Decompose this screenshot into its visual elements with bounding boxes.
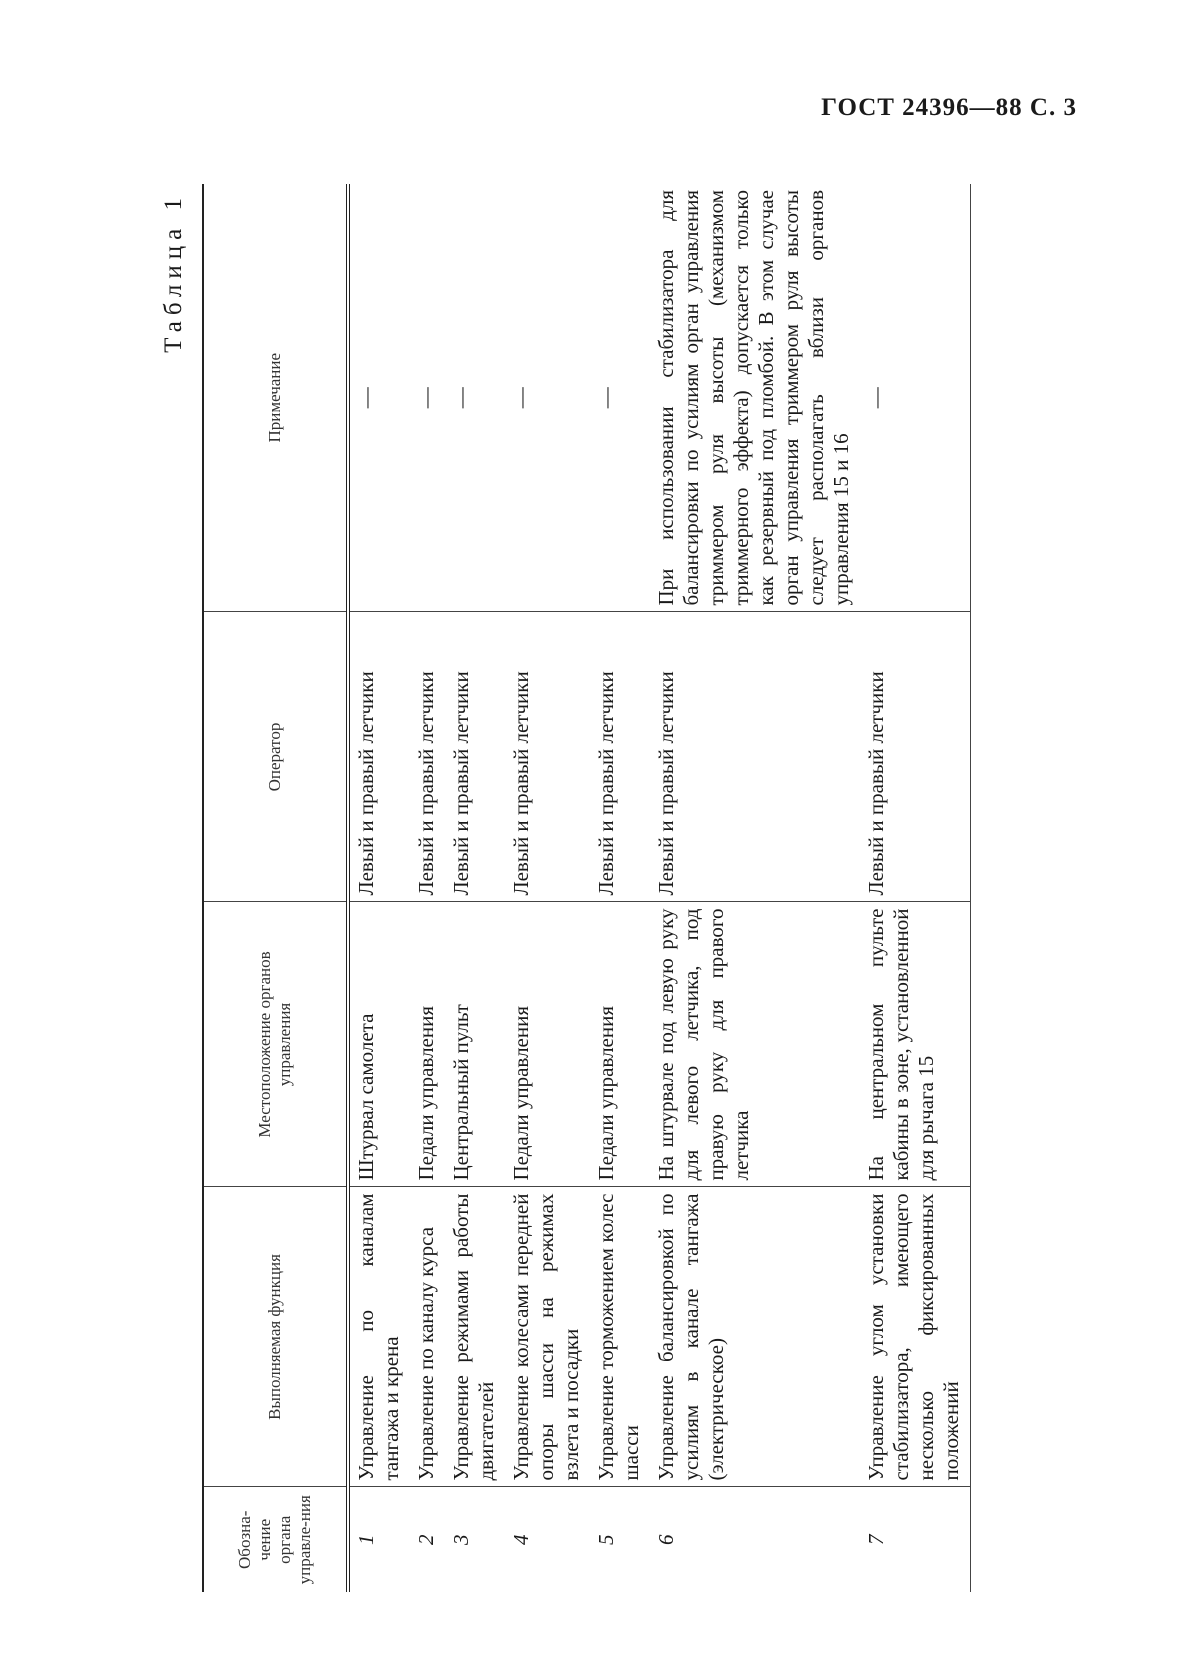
row-num: 1	[354, 1534, 378, 1545]
row-operator: Левый и правый летчики	[348, 612, 410, 902]
table-caption: Таблица 1	[160, 192, 187, 353]
table-row	[590, 184, 650, 1592]
col-header-location: Местоположение органов управления	[203, 902, 348, 1187]
row-function: Управление балансировкой по усилиям в канале тангажа (электрическое)	[650, 1187, 860, 1487]
row-function: Управление по каналу курса	[410, 1187, 445, 1487]
row-num: 5	[594, 1534, 618, 1545]
row-function: Управление колесами передней опоры шасси на режимах взлета и посадки	[505, 1187, 590, 1487]
row-note: —	[860, 184, 971, 612]
row-location: Педали управления	[505, 902, 590, 1187]
row-num: 7	[860, 1487, 971, 1592]
row-location: Центральный пульт	[445, 902, 505, 1187]
row-note: При использовании стабилизатора для балансировки по усилиям орган управления триммером руля высоты (механизмом триммерного эффекта) допускается только как резервный под пломбой. В этом случае орган управления триммером руля высоты следует располагать вблизи органов управления 15 и 16	[650, 184, 860, 612]
row-operator: Левый и правый летчики	[445, 612, 505, 902]
row-num: 3	[449, 1534, 473, 1545]
table-row	[650, 184, 860, 1592]
col-header-function: Выполняемая функция	[203, 1187, 348, 1487]
row-num: 6	[654, 1534, 678, 1545]
row-note: —	[445, 184, 505, 612]
row-operator: Левый и правый летчики	[505, 612, 590, 902]
row-function: Управление по каналам тангажа и крена	[348, 1187, 410, 1487]
row-num: 4	[509, 1534, 533, 1545]
row-num: 2	[414, 1534, 438, 1545]
row-location: На штурвале под левую руку для левого летчика, под правую руку для правого летчика	[650, 902, 860, 1187]
table-row	[445, 184, 505, 1592]
col-header-operator: Оператор	[203, 612, 348, 902]
row-location: На центральном пульте кабины в зоне, установленной для рычага 15	[860, 902, 971, 1187]
table-row	[348, 184, 410, 1592]
row-location: Педали управления	[590, 902, 650, 1187]
table-header-row	[203, 184, 348, 1592]
table-row	[410, 184, 445, 1592]
table-row	[860, 184, 971, 1592]
row-note: —	[348, 184, 410, 612]
row-operator: Левый и правый летчики	[590, 612, 650, 902]
col-header-note: Примечание	[203, 184, 348, 612]
table-row	[505, 184, 590, 1592]
row-function: Управление торможением колес шасси	[590, 1187, 650, 1487]
document-header: ГОСТ 24396—88 С. 3	[821, 94, 1077, 121]
rotated-table-block	[160, 184, 963, 1592]
row-operator: Левый и правый летчики	[860, 612, 971, 902]
controls-table	[202, 184, 971, 1592]
col-header-num: Обозна-чение органа управле-ния	[203, 1487, 348, 1592]
row-note: —	[505, 184, 590, 612]
row-function: Управление углом установки стабилизатора, имеющего несколько фиксированных положений	[860, 1187, 971, 1487]
row-note: —	[590, 184, 650, 612]
row-location: Штурвал самолета	[348, 902, 410, 1187]
row-operator: Левый и правый летчики	[650, 612, 860, 902]
row-function: Управление режимами работы двигателей	[445, 1187, 505, 1487]
row-operator: Левый и правый летчики	[410, 612, 445, 902]
row-location: Педали управления	[410, 902, 445, 1187]
row-note: —	[410, 184, 445, 612]
